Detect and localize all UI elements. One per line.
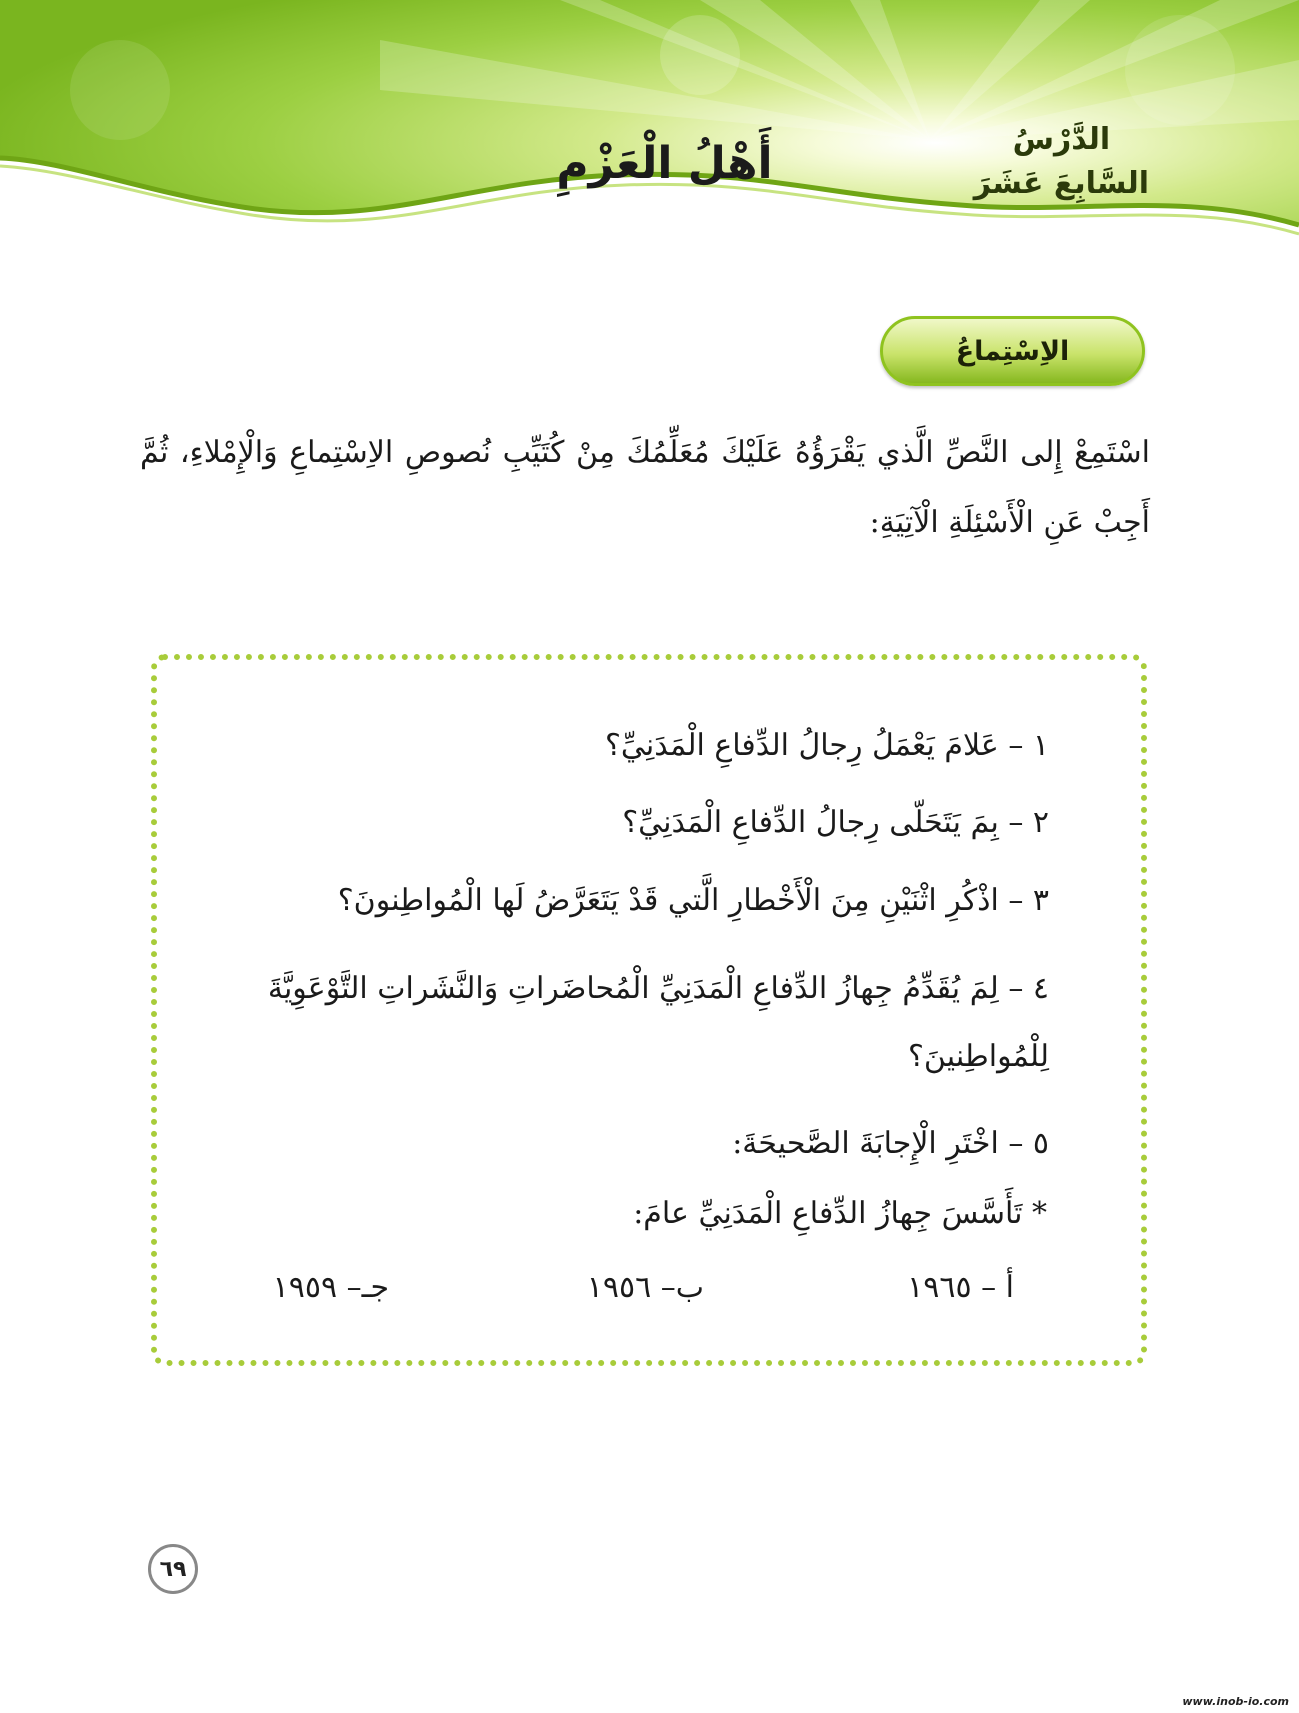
section-title-listening (880, 316, 1145, 386)
lesson-label-line1: الدَّرْسُ (1012, 122, 1111, 157)
lesson-title: أَهْلُ الْعَزْمِ (556, 138, 773, 189)
instructions-paragraph: اسْتَمِعْ إِلى النَّصِّ الَّذي يَقْرَؤُهُ عَلَيْكَ مُعَلِّمُكَ مِنْ كُتَيِّبِ نُصوصِ الاِسْتِماعِ وَالْإِمْلاءِ، ثُمَّ أَجِبْ عَنِ الْأَسْئِلَةِ الْآتِيَةِ: (140, 435, 1150, 540)
choice-a: أ – ١٩٦٥ (907, 1270, 1014, 1305)
lesson-label-line2: السَّابِعَ عَشَرَ (973, 165, 1149, 201)
choice-b: ب– ١٩٥٦ (586, 1270, 704, 1305)
question-1: ١ – عَلامَ يَعْمَلُ رِجالُ الدِّفاعِ الْمَدَنِيِّ؟ (604, 728, 1049, 763)
multiple-choice-prompt: * تَأَسَّسَ جِهازُ الدِّفاعِ الْمَدَنِيِّ عامَ: (633, 1196, 1047, 1231)
question-4: ٤ – لِمَ يُقَدِّمُ جِهازُ الدِّفاعِ الْمَدَنِيِّ الْمُحاضَراتِ وَالنَّشَراتِ التَّوْعَوِيَّةَ لِلْمُواطِنينَ؟ (267, 971, 1049, 1074)
question-3: ٣ – اذْكُرِ اثْنَيْنِ مِنَ الْأَخْطارِ الَّتي قَدْ يَتَعَرَّضُ لَها الْمُواطِنونَ؟ (337, 883, 1049, 918)
question-5: ٥ – اخْتَرِ الْإِجابَةَ الصَّحيحَةَ: (732, 1126, 1049, 1161)
question-2: ٢ – بِمَ يَتَحَلّى رِجالُ الدِّفاعِ الْمَدَنِيِّ؟ (622, 805, 1049, 840)
section-title-text: الاِسْتِماعُ (955, 335, 1070, 367)
choice-c: جـ– ١٩٥٩ (272, 1270, 389, 1305)
watermark: www.inob-io.com (1182, 1695, 1289, 1708)
page-number: ٦٩ (148, 1544, 198, 1594)
